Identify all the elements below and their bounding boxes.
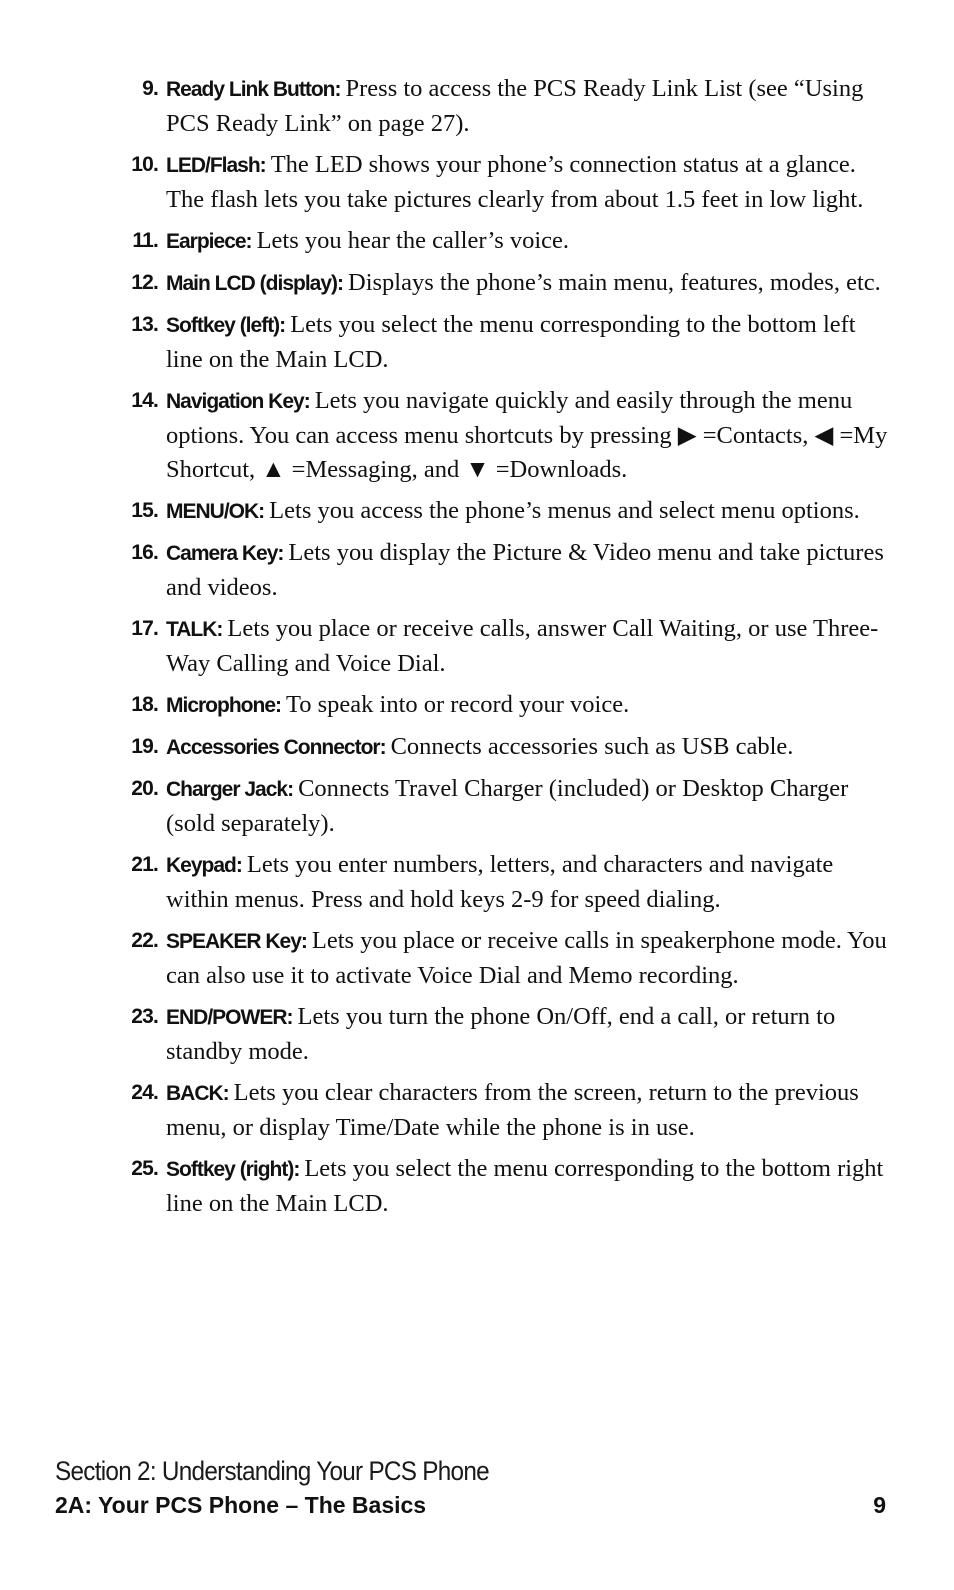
item-term: Earpiece:	[166, 230, 252, 253]
item-number: 11.	[132, 229, 158, 252]
item-description: Lets you turn the phone On/Off, end a call, or return to standby mode.	[166, 1003, 836, 1065]
list-item	[0, 1076, 954, 1145]
item-number: 9.	[142, 77, 158, 100]
item-number: 15.	[131, 499, 158, 522]
list-item	[0, 308, 954, 377]
list-item	[0, 1152, 954, 1221]
item-description: Lets you clear characters from the screen, return to the previous menu, or display Time/Date while the phone is in use.	[166, 1079, 859, 1141]
item-term: Camera Key:	[166, 542, 284, 565]
item-description: Displays the phone’s main menu, features, modes, etc.	[348, 269, 881, 296]
item-term: Ready Link Button:	[166, 78, 341, 101]
item-description: Press to access the PCS Ready Link List (see “Using PCS Ready Link” on page 27).	[166, 75, 864, 137]
item-description: Lets you select the menu corresponding to the bottom left line on the Main LCD.	[166, 311, 856, 373]
list-item	[0, 772, 954, 841]
item-term: Microphone:	[166, 694, 281, 717]
item-number: 10.	[131, 153, 158, 176]
list-item	[0, 536, 954, 605]
item-number: 17.	[131, 617, 158, 640]
item-term: Softkey (right):	[166, 1158, 300, 1181]
page-number: 9	[873, 1492, 886, 1518]
item-number: 12.	[131, 271, 158, 294]
list-item	[0, 1000, 954, 1069]
item-description: Lets you place or receive calls in speakerphone mode. You can also use it to activate Voice Dial and Memo recording.	[166, 927, 887, 989]
list-item	[0, 384, 954, 487]
list-item	[0, 266, 954, 301]
item-term: Softkey (left):	[166, 314, 286, 337]
list-item	[0, 730, 954, 765]
item-number: 22.	[131, 929, 158, 952]
item-description: Lets you select the menu corresponding to the bottom right line on the Main LCD.	[166, 1155, 884, 1217]
item-term: END/POWER:	[166, 1006, 293, 1029]
item-term: SPEAKER Key:	[166, 930, 307, 953]
item-number: 14.	[131, 389, 158, 412]
item-term: BACK:	[166, 1082, 229, 1105]
list-item	[0, 494, 954, 529]
list-item	[0, 224, 954, 259]
item-term: LED/Flash:	[166, 154, 266, 177]
item-number: 20.	[131, 777, 158, 800]
item-number: 25.	[131, 1157, 158, 1180]
item-description: Lets you place or receive calls, answer Call Waiting, or use Three-Way Calling and Voice Dial.	[166, 615, 879, 677]
item-term: Keypad:	[166, 854, 242, 877]
item-number: 21.	[131, 853, 158, 876]
item-number: 13.	[131, 313, 158, 336]
item-term: TALK:	[166, 618, 223, 641]
item-description: Connects Travel Charger (included) or Desktop Charger (sold separately).	[166, 775, 849, 837]
item-number: 19.	[131, 735, 158, 758]
list-item	[0, 848, 954, 917]
item-term: Accessories Connector:	[166, 736, 386, 759]
item-description: Connects accessories such as USB cable.	[390, 733, 794, 760]
footer-chapter-title: 2A: Your PCS Phone – The Basics	[55, 1492, 427, 1518]
item-term: Charger Jack:	[166, 778, 294, 801]
item-description: Lets you hear the caller’s voice.	[256, 227, 570, 254]
item-description: Lets you access the phone’s menus and select menu options.	[269, 497, 860, 524]
footer-section-title: Section 2: Understanding Your PCS Phone	[55, 1456, 489, 1486]
item-number: 18.	[131, 693, 158, 716]
item-term: Navigation Key:	[166, 390, 310, 413]
list-item	[0, 688, 954, 723]
item-number: 16.	[131, 541, 158, 564]
item-description: To speak into or record your voice.	[286, 691, 630, 718]
item-number: 23.	[131, 1005, 158, 1028]
list-item	[0, 612, 954, 681]
list-item	[0, 148, 954, 217]
item-description: Lets you enter numbers, letters, and characters and navigate within menus. Press and hold keys 2-9 for speed dialing.	[166, 851, 834, 913]
item-number: 24.	[131, 1081, 158, 1104]
item-term: MENU/OK:	[166, 500, 265, 523]
item-description: The LED shows your phone’s connection status at a glance. The flash lets you take pictures clearly from about 1.5 feet in low light.	[166, 151, 864, 213]
list-item	[0, 924, 954, 993]
item-description: Lets you display the Picture & Video menu and take pictures and videos.	[166, 539, 884, 601]
item-list	[0, 72, 954, 1228]
item-description: Lets you navigate quickly and easily through the menu options. You can access menu shortcuts by pressing ▶ =Contacts, ◀ =My Shortcut, ▲ =Messaging, and ▼ =Downloads.	[166, 387, 888, 483]
list-item	[0, 72, 954, 141]
item-term: Main LCD (display):	[166, 272, 344, 295]
